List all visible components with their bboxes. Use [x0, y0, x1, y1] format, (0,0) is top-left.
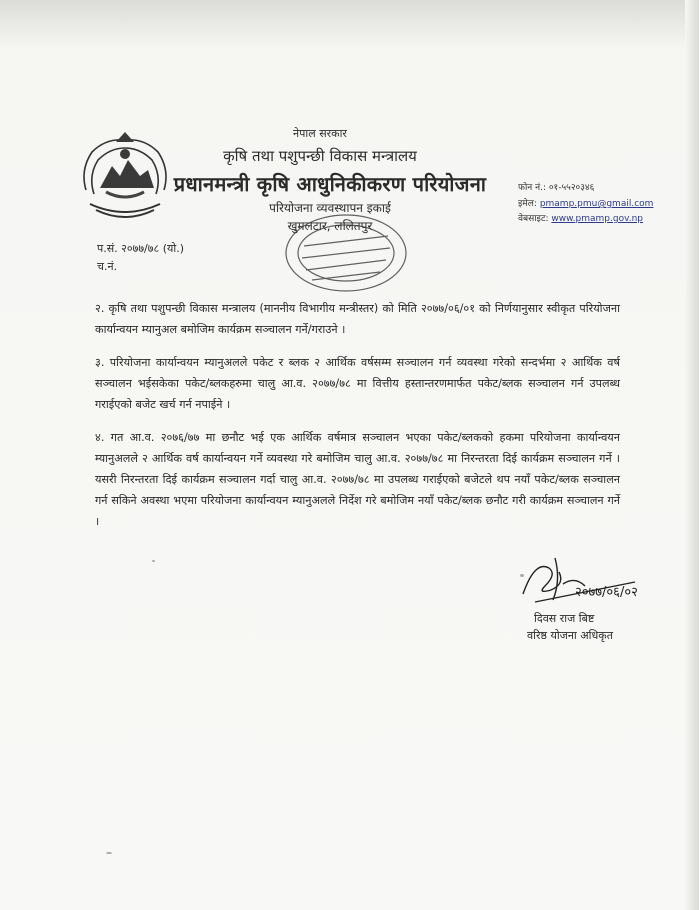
contact-website-row: [518, 211, 643, 224]
scan-speck: [106, 852, 112, 854]
scan-speck: [520, 574, 524, 577]
scan-edge-right: [685, 0, 699, 910]
signatory-title: वरिष्ठ योजना अधिकृत: [527, 629, 614, 642]
ministry-name: कृषि तथा पशुपन्छी विकास मन्त्रालय: [223, 147, 417, 165]
signature-date: २०७७/०६/०२: [575, 585, 638, 600]
office-stamp-icon: [282, 212, 410, 294]
scan-edge-top: [0, 0, 699, 46]
government-name: नेपाल सरकार: [293, 127, 347, 140]
office-location: खुमलटार, ललितपुर: [287, 219, 373, 233]
contact-email-label: इमेल:: [518, 199, 537, 209]
unit-name: परियोजना व्यवस्थापन इकाई: [269, 201, 391, 215]
paragraph-2: २. कृषि तथा पशुपन्छी विकास मन्त्रालय (माननीय विभागीय मन्त्रीस्तर) को मिति २०७७/०६/०१ को निर्णयानुसार स्वीकृत परियोजना कार्यान्वयन म्यानुअल बमोजिम कार्यक्रम सञ्चालन गर्ने/गराउने ।: [95, 302, 620, 336]
contact-phone: फोन नं.: ०१-५५२०३४६: [518, 183, 595, 193]
contact-email-row: [518, 196, 653, 209]
contact-email-link[interactable]: pmamp.pmu@gmail.com: [539, 199, 654, 209]
signatory-name: दिवस राज बिष्ट: [534, 612, 595, 625]
scan-speck: [152, 560, 155, 562]
signature-icon: [515, 550, 645, 610]
contact-website-label: वेबसाइट:: [518, 214, 549, 224]
paragraph-3: ३. परियोजना कार्यान्वयन म्यानुअलले पकेट र ब्लक २ आर्थिक वर्षसम्म सञ्चालन गर्न व्यवस्था गरेको सन्दर्भमा २ आर्थिक वर्ष सञ्चालन भईसकेका पकेट/ब्लकहरुमा चालु आ.व. २०७७/७८ मा वित्तीय हस्तान्तरणमार्फत पकेट/ब्लक सञ्चालन गर्न उपलब्ध गराईएको बजेट खर्च गर्न नपाईने ।: [95, 356, 620, 411]
contact-website-link[interactable]: www.pmamp.gov.np: [551, 214, 643, 224]
letter-number: प.सं. २०७७/७८ (यो.): [97, 242, 185, 255]
dispatch-number: च.नं.: [97, 260, 118, 273]
project-name: प्रधानमन्त्री कृषि आधुनिकीकरण परियोजना: [173, 172, 487, 196]
paragraph-4: ४. गत आ.व. २०७६/७७ मा छनौट भई एक आर्थिक वर्षमात्र सञ्चालन भएका पकेट/ब्लकको हकमा परियोजना कार्यान्वयन म्यानुअलले २ आर्थिक वर्ष कार्यान्वयन गर्ने व्यवस्था गरे बमोजिम चालु आ.व. २०७७/७८ मा निरन्तरता दिई कार्यक्रम सञ्चालन गर्ने । यसरी निरन्तरता दिई कार्यक्रम सञ्चालन गर्दा चालु आ.व. २०७७/७८ मा उपलब्ध गराईएको बजेटले थप नयाँ पकेट/ब्लक सञ्चालन गर्न सकिने अवस्था भएमा परियोजना कार्यान्वयन म्यानुअलले निर्देश गरे बमोजिम नयाँ पकेट/ब्लक छनौट गरी कार्यक्रम सञ्चालन गर्ने ।: [95, 431, 620, 528]
